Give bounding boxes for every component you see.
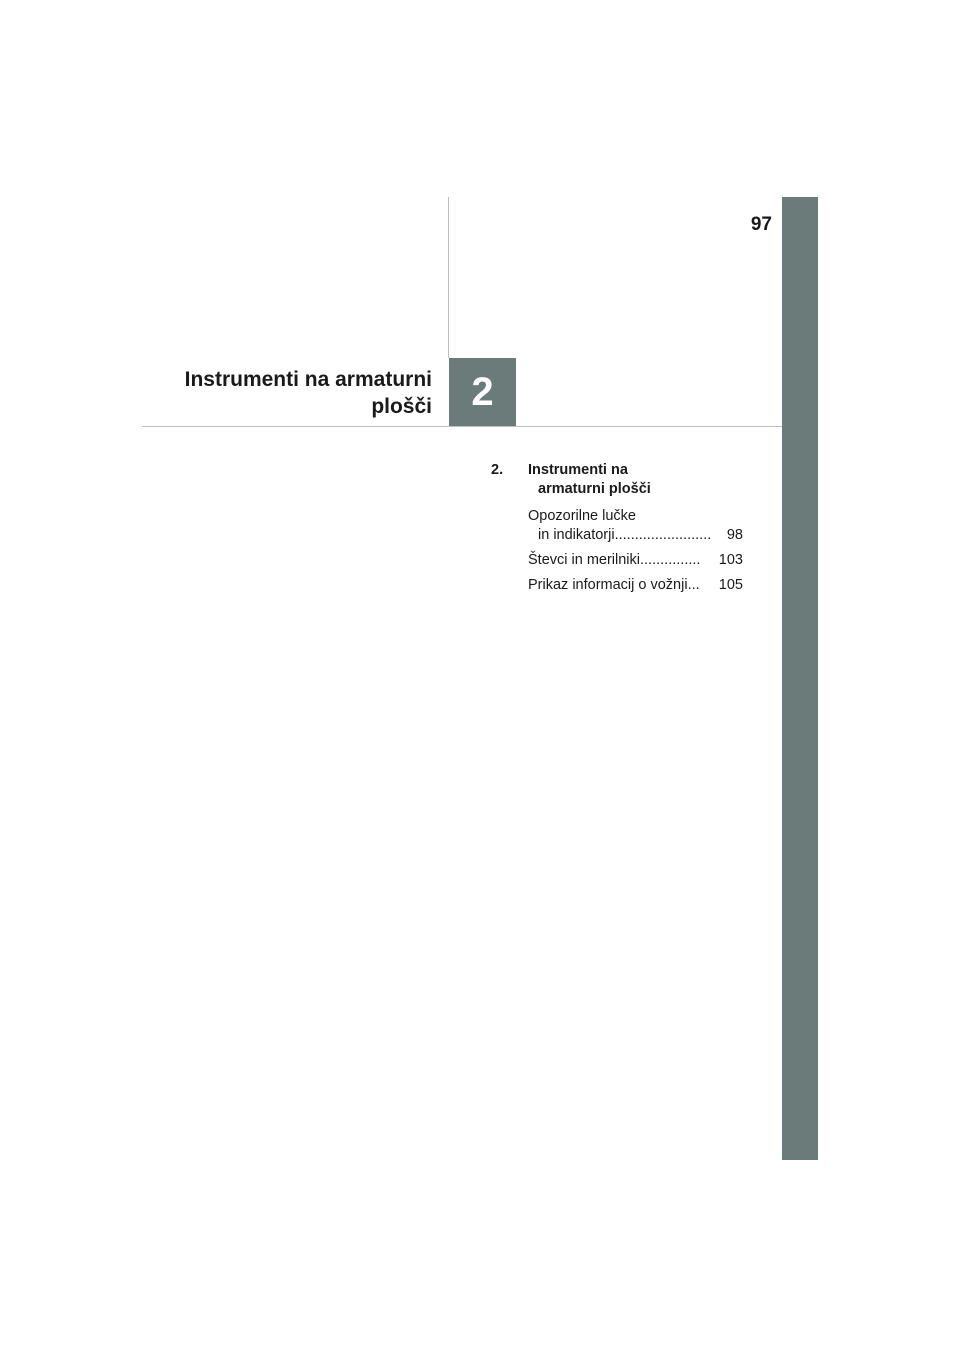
toc-heading-line1: Instrumenti na [528, 462, 628, 478]
chapter-title-line2: plošči [371, 395, 432, 418]
horizontal-rule [142, 426, 782, 427]
toc-entry-leader: ............... [640, 552, 701, 568]
chapter-side-tab [782, 197, 818, 1160]
toc-entry-page: 105 [718, 577, 743, 593]
toc-entry-text-line1: Opozorilne lučke [528, 508, 636, 524]
chapter-title [150, 366, 432, 420]
vertical-rule [448, 197, 449, 358]
toc-entry-warning-lights[interactable] [491, 507, 743, 545]
toc-entry-text: Prikaz informacij o vožnji [528, 577, 688, 593]
toc-entry-gauges-meters[interactable] [491, 551, 743, 570]
toc-entry-text-line2: in indikatorji [538, 527, 615, 543]
chapter-number-box: 2 [449, 358, 516, 426]
toc-entry-page: 98 [726, 527, 743, 543]
chapter-title-line1: Instrumenti na armaturni [184, 368, 432, 391]
toc-entry-leader: ........................ [614, 527, 712, 543]
toc-heading [491, 461, 743, 499]
toc-entry-driving-info[interactable] [491, 576, 743, 595]
toc-entry-text: Števci in merilniki [528, 552, 640, 568]
toc-entry-page: 103 [718, 552, 743, 568]
toc-entry-leader: ... [687, 577, 700, 593]
toc-heading-line2: armaturni plošči [538, 481, 651, 497]
page-number: 97 [750, 214, 772, 235]
toc-heading-number: 2. [491, 462, 504, 478]
table-of-contents [491, 461, 743, 601]
